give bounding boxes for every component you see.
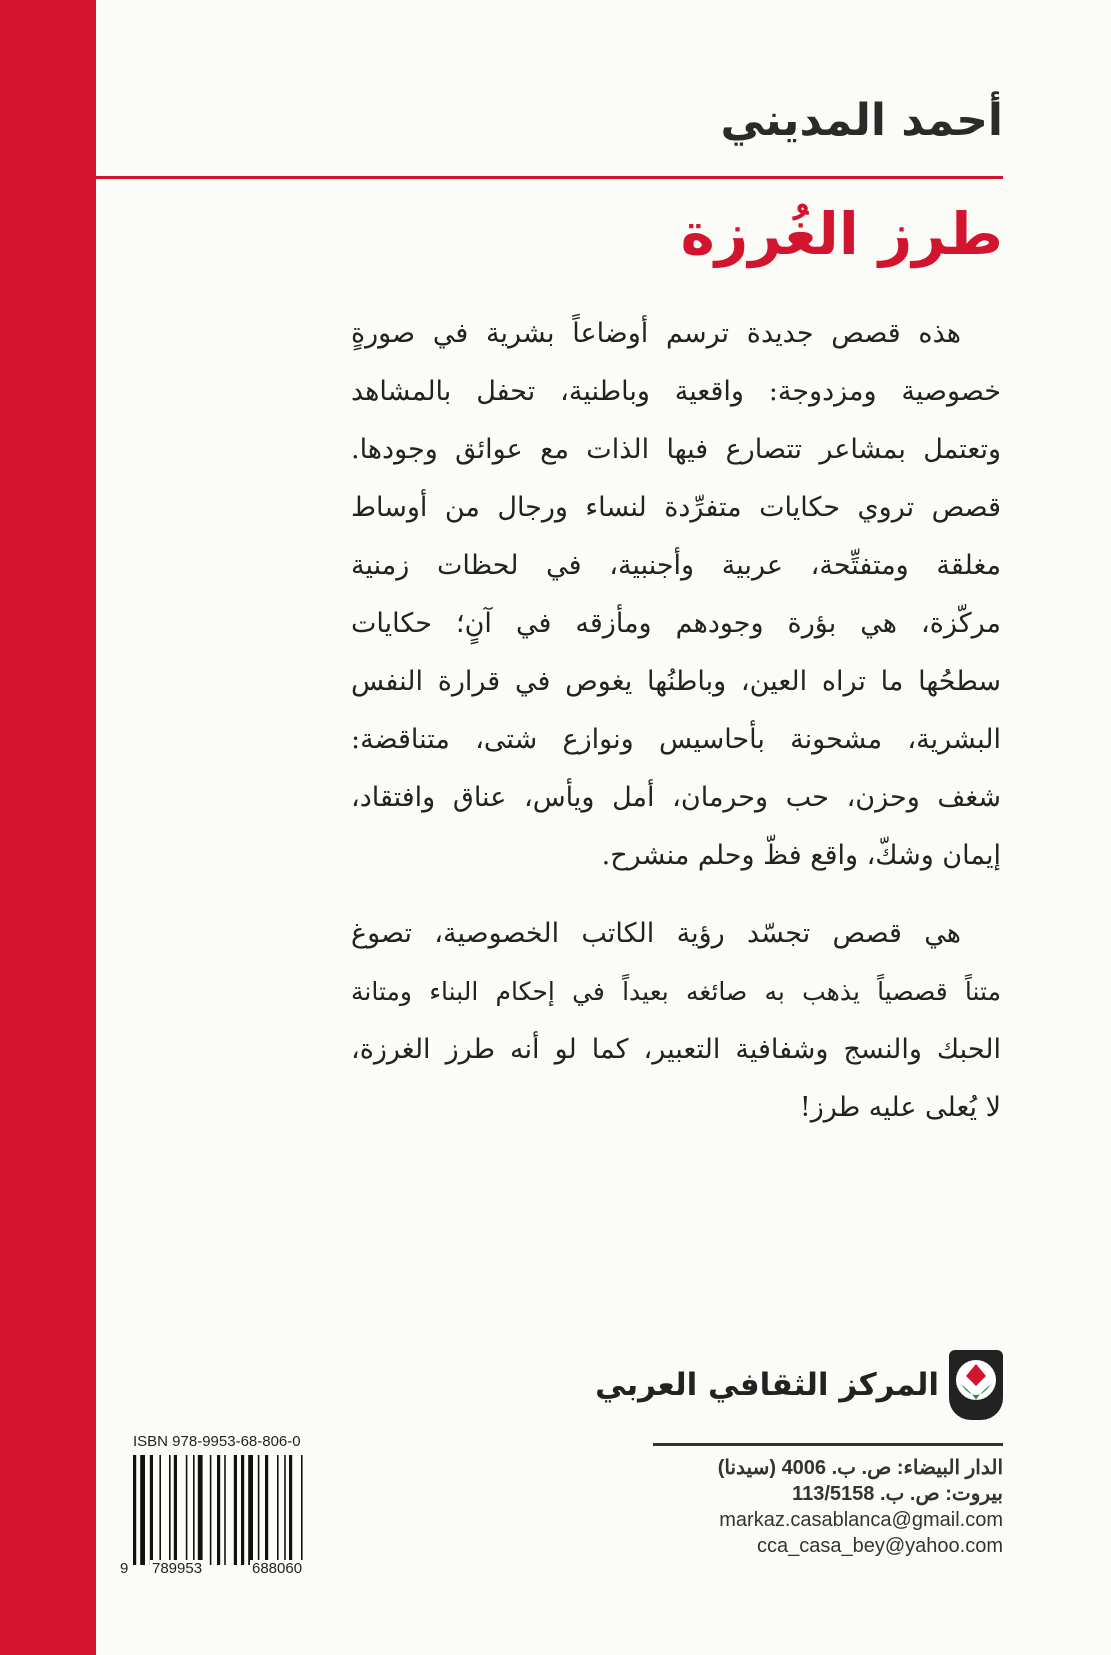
publisher-name: المركز الثقافي العربي bbox=[595, 1367, 939, 1403]
barcode-bar bbox=[234, 1455, 237, 1565]
barcode-digits-right: 688060 bbox=[252, 1560, 303, 1577]
barcode-bar bbox=[169, 1455, 171, 1565]
blurb-line: مغلقة ومتفتِّحة، عربية وأجنبية، في لحظات زمنية bbox=[351, 550, 1001, 581]
red-divider bbox=[96, 176, 1003, 179]
publisher-logo-icon bbox=[949, 1350, 1003, 1420]
barcode-bar bbox=[224, 1455, 226, 1565]
blurb-line: شغف وحزن، حب وحرمان، أمل ويأس، عناق وافتقاد، bbox=[351, 782, 1001, 813]
blurb-line: إيمان وشكّ، واقع فظّ وحلم منشرح. bbox=[601, 840, 1001, 871]
email-2: cca_casa_bey@yahoo.com bbox=[757, 1535, 1003, 1557]
blurb-paragraph-2 bbox=[351, 905, 1001, 1137]
blurb-line: خصوصية ومزدوجة: واقعية وباطنية، تحفل بالمشاهد bbox=[351, 376, 1001, 407]
blurb-line: متناً قصصياً يذهب به صائغه بعيداً في إحكام البناء ومتانة bbox=[351, 977, 1001, 1006]
address-casablanca: الدار البيضاء: ص. ب. 4006 (سيدنا) bbox=[717, 1457, 1003, 1479]
blurb-line: هي قصص تجسّد رؤية الكاتب الخصوصية، تصوغ bbox=[351, 918, 961, 949]
barcode-bar bbox=[258, 1455, 260, 1565]
barcode-bar bbox=[210, 1455, 212, 1565]
barcode-bar bbox=[289, 1455, 292, 1565]
blurb-line: وتعتمل بمشاعر تتصارع فيها الذات مع عوائق وجودها. bbox=[351, 434, 1001, 465]
barcode-digit-first: 9 bbox=[120, 1560, 129, 1577]
barcode-bar bbox=[140, 1455, 145, 1565]
publisher-contact bbox=[718, 1455, 1003, 1559]
book-title: طرز الغُرزة bbox=[680, 200, 1003, 268]
barcode-bar bbox=[277, 1455, 279, 1565]
barcode-bar bbox=[133, 1455, 136, 1565]
blurb-paragraph-1 bbox=[351, 305, 1001, 885]
barcode-digits-left: 789953 bbox=[152, 1560, 203, 1577]
blurb-line: سطحُها ما تراه العين، وباطنُها يغوص في قرارة النفس bbox=[351, 666, 1001, 697]
barcode-bar bbox=[174, 1455, 177, 1565]
address-beirut: بيروت: ص. ب. 113/5158 bbox=[792, 1483, 1003, 1505]
barcode-bar bbox=[193, 1455, 195, 1565]
blurb-line: الحبك والنسج وشفافية التعبير، كما لو أنه طرز الغرزة، bbox=[351, 1034, 1001, 1065]
barcode-bar bbox=[248, 1455, 253, 1565]
author-name: أحمد المديني bbox=[720, 95, 1003, 146]
barcode-bar bbox=[159, 1455, 161, 1565]
red-spine-band bbox=[0, 0, 96, 1655]
blurb-line: هذه قصص جديدة ترسم أوضاعاً بشرية في صورةٍ bbox=[351, 318, 961, 349]
barcode-bar bbox=[301, 1455, 303, 1565]
blurb-line: قصص تروي حكايات متفرِّدة لنساء ورجال من أوساط bbox=[351, 492, 1001, 523]
barcode-bar bbox=[284, 1455, 286, 1565]
barcode-bar bbox=[150, 1455, 153, 1565]
barcode-bar bbox=[198, 1455, 203, 1565]
barcode-bar bbox=[241, 1455, 244, 1565]
isbn-label: ISBN 978-9953-68-806-0 bbox=[133, 1433, 301, 1450]
publisher-divider bbox=[653, 1443, 1003, 1446]
blurb-line: مركّزة، هي بؤرة وجودهم ومأزقه في آنٍ؛ حكايات bbox=[351, 608, 1001, 639]
publisher-block bbox=[595, 1350, 1003, 1420]
barcode bbox=[133, 1455, 333, 1565]
barcode-bar bbox=[265, 1455, 268, 1565]
barcode-bar bbox=[217, 1455, 220, 1565]
email-1: markaz.casablanca@gmail.com bbox=[719, 1509, 1003, 1531]
blurb-line: لا يُعلى عليه طرز! bbox=[799, 1092, 1001, 1123]
blurb-line: البشرية، مشحونة بأحاسيس ونوازع شتى، متناقضة: bbox=[351, 724, 1001, 755]
barcode-bar bbox=[186, 1455, 188, 1565]
